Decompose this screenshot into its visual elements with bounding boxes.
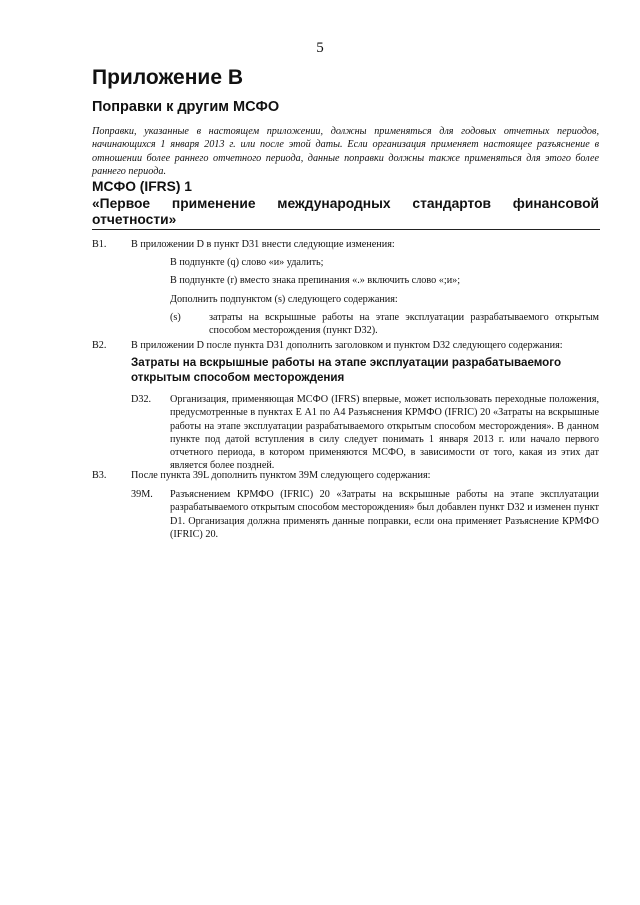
p39m-label: 39M. <box>131 489 153 500</box>
b2-section-heading: Затраты на вскрышные работы на этапе эксплуатации разрабатываемого открытым способом месторождения <box>131 356 562 384</box>
intro-paragraph: Поправки, указанные в настоящем приложении, должны применяться для годовых отчетных периодов, начинающихся 1 января 2013 г. или после этой даты. Если организация применяет настоящее разъяснение в отношении более раннего отчетного периода, данные поправки должны также применяться для этого более раннего периода. <box>92 126 599 177</box>
b1-text: В приложении D в пункт D31 внести следующие изменения: <box>131 239 395 250</box>
p39m-text: Разъяснением КРМФО (IFRIC) 20 «Затраты на вскрышные работы на этапе эксплуатации разрабатываемого открытым способом месторождения» был добавлен пункт D32 и изменен пункт D1. Организация должна применять данные поправки, если она применяет Разъяснение КРМФО (IFRIC) 20. <box>170 489 599 540</box>
ifrs-header-line1: МСФО (IFRS) 1 <box>92 179 192 194</box>
ifrs-header <box>92 179 599 229</box>
b3-number: B3. <box>92 470 107 481</box>
appendix-subtitle: Поправки к другим МСФО <box>92 99 280 115</box>
b1-s-text: затраты на вскрышные работы на этапе эксплуатации разрабатываемого открытым способом месторождения (пункт D32). <box>209 312 599 337</box>
section-rule <box>92 229 600 230</box>
b2-number: B2. <box>92 340 107 351</box>
d32-label: D32. <box>131 394 152 405</box>
b1-item-s-intro: Дополнить подпунктом (s) следующего содержания: <box>170 294 398 305</box>
b3-text: После пункта 39L дополнить пунктом 39M следующего содержания: <box>131 470 431 481</box>
d32-text: Организация, применяющая МСФО (IFRS) впервые, может использовать переходные положения, предусмотренные в пунктах Е А1 по А4 Разъяснения КРМФО (IFRIC) 20 «Затраты на вскрышные работы на этапе эксплуатации разрабатываемого открытым способом месторождения». В данном пункте под датой вступления в силу следует понимать 1 января 2013 г. или начало первого отчетного периода, в котором применяются МСФО, в зависимости от того, какая из этих дат является более поздней. <box>170 394 599 472</box>
appendix-title: Приложение В <box>92 66 244 89</box>
b2-text: В приложении D после пункта D31 дополнить заголовком и пунктом D32 следующего содержания: <box>131 340 563 351</box>
b1-item-q: В подпункте (q) слово «и» удалить; <box>170 257 324 268</box>
ifrs-header-line3: отчетности» <box>92 212 177 227</box>
b1-number: B1. <box>92 239 107 250</box>
page-number: 5 <box>316 40 324 56</box>
b1-s-label: (s) <box>170 312 181 323</box>
b1-item-r: В подпункте (r) вместо знака препинания «.» включить слово «;и»; <box>170 275 461 286</box>
ifrs-header-line2: «Первое применение международных стандартов финансовой <box>92 195 599 211</box>
